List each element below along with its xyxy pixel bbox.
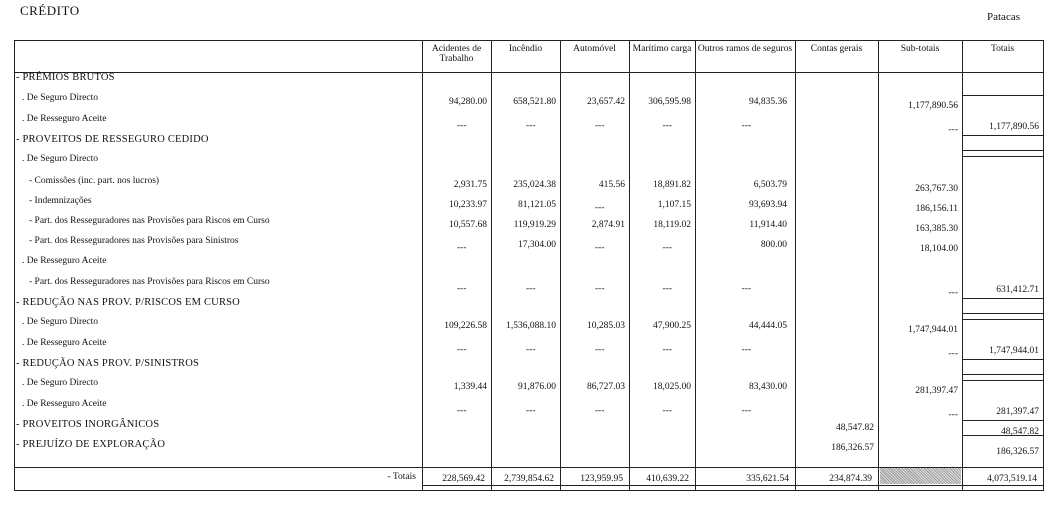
value-cell: 263,767.30 (915, 184, 958, 194)
column-header: Acidentes de Trabalho (431, 44, 482, 64)
value-cell: --- (662, 406, 672, 416)
header-rule (14, 72, 1043, 73)
column-header: Sub-totais (900, 44, 940, 54)
section-label: - PROVEITOS DE RESSEGURO CEDIDO (16, 134, 209, 145)
column-divider (962, 40, 963, 490)
subtotal-box-bottom (962, 150, 1043, 151)
value-cell: 235,024.38 (513, 180, 556, 190)
value-cell: 6,503.79 (753, 180, 787, 190)
total-value: 123,959.95 (580, 474, 623, 484)
column-header: Marítimo carga (632, 44, 692, 54)
column-header: Contas gerais (810, 44, 863, 54)
total-value: 410,639.22 (646, 474, 689, 484)
value-cell: --- (662, 243, 672, 253)
value-cell: 631,412.71 (996, 285, 1039, 295)
value-cell: 48,547.82 (836, 423, 874, 433)
row-label: . De Resseguro Aceite (22, 114, 107, 124)
row-label: . De Seguro Directo (22, 378, 98, 388)
value-cell: 1,177,890.56 (989, 122, 1039, 132)
value-cell: 800.00 (760, 240, 787, 250)
section-label: - REDUÇÃO NAS PROV. P/SINISTROS (16, 358, 200, 369)
value-cell: 186,326.57 (996, 447, 1039, 457)
value-cell: 23,657.42 (587, 97, 625, 107)
row-label: - Part. dos Resseguradores nas Provisões para Riscos em Curso (29, 277, 270, 287)
value-cell: --- (595, 121, 605, 131)
value-cell: 1,747,944.01 (989, 346, 1039, 356)
total-value: 234,874.39 (829, 474, 872, 484)
totals-label: - Totais (387, 472, 416, 482)
value-cell: --- (662, 345, 672, 355)
section-label: - PRÉMIOS BRUTOS (16, 72, 115, 83)
value-cell: 86,727.03 (587, 382, 625, 392)
value-cell: --- (741, 284, 751, 294)
value-cell: 1,339.44 (453, 382, 487, 392)
value-cell: 1,536,088.10 (506, 321, 556, 331)
subtotal-box-bottom (962, 313, 1043, 314)
value-cell: 94,835.36 (749, 97, 787, 107)
total-value: 2,739,854.62 (504, 474, 554, 484)
value-cell: 83,430.00 (749, 382, 787, 392)
value-cell: --- (948, 288, 958, 298)
value-cell: --- (741, 121, 751, 131)
column-header: Incêndio (508, 44, 543, 54)
value-cell: 658,521.80 (513, 97, 556, 107)
value-cell: 18,104.00 (920, 244, 958, 254)
subtotal-box-bottom (962, 374, 1043, 375)
value-cell: 1,107.15 (657, 200, 691, 210)
value-cell: 91,876.00 (518, 382, 556, 392)
value-cell: 186,326.57 (831, 443, 874, 453)
row-label: . De Seguro Directo (22, 154, 98, 164)
value-cell: 81,121.05 (518, 200, 556, 210)
row-label: - Indemnizações (29, 196, 92, 206)
value-cell: --- (741, 406, 751, 416)
subtotal-box-top (962, 380, 1043, 381)
value-cell: 415.56 (598, 180, 625, 190)
value-cell: 94,280.00 (449, 97, 487, 107)
currency-label: Patacas (987, 11, 1020, 23)
total-rule (962, 135, 1043, 136)
value-cell: --- (948, 125, 958, 135)
value-cell: --- (595, 284, 605, 294)
value-cell: --- (662, 121, 672, 131)
value-cell: 119,919.29 (513, 220, 556, 230)
shaded-cell (880, 468, 961, 484)
value-cell: 10,285.03 (587, 321, 625, 331)
value-cell: 47,900.25 (653, 321, 691, 331)
value-cell: --- (526, 345, 536, 355)
value-cell: --- (662, 284, 672, 294)
total-rule (962, 359, 1043, 360)
value-cell: 10,233.97 (449, 200, 487, 210)
total-rule (962, 420, 1043, 421)
value-cell: --- (595, 406, 605, 416)
column-header: Totais (990, 44, 1015, 54)
total-rule (962, 298, 1043, 299)
value-cell: --- (595, 203, 605, 213)
row-label: - Part. dos Resseguradores nas Provisões para Sinistros (29, 236, 239, 246)
value-cell: 186,156.11 (915, 204, 958, 214)
value-cell: --- (526, 121, 536, 131)
value-cell: 2,874.91 (591, 220, 625, 230)
value-cell: --- (948, 349, 958, 359)
value-cell: --- (457, 243, 467, 253)
value-cell: 163,385.30 (915, 224, 958, 234)
value-cell: 18,025.00 (653, 382, 691, 392)
value-cell: 2,931.75 (453, 180, 487, 190)
value-cell: --- (457, 284, 467, 294)
totals-double-rule (422, 485, 1043, 486)
section-label: - PROVEITOS INORGÂNICOS (16, 419, 160, 430)
value-cell: 10,557.68 (449, 220, 487, 230)
value-cell: 109,226.58 (444, 321, 487, 331)
row-label: - Part. dos Resseguradores nas Provisões para Riscos em Curso (29, 216, 270, 226)
total-value: 228,569.42 (442, 474, 485, 484)
row-label: . De Resseguro Aceite (22, 256, 107, 266)
value-cell: --- (457, 121, 467, 131)
value-cell: 48,547.82 (1001, 427, 1039, 437)
value-cell: 18,119.02 (653, 220, 691, 230)
value-cell: 11,914.40 (749, 220, 787, 230)
subtotal-box-top (962, 95, 1043, 96)
value-cell: --- (595, 243, 605, 253)
column-header: Outros ramos de seguros (697, 44, 793, 54)
value-cell: 1,747,944.01 (908, 325, 958, 335)
value-cell: 17,304.00 (518, 240, 556, 250)
subtotal-box-top (962, 156, 1043, 157)
row-label: . De Resseguro Aceite (22, 399, 107, 409)
value-cell: --- (457, 345, 467, 355)
row-label: - Comissões (inc. part. nos lucros) (29, 176, 160, 186)
value-cell: 1,177,890.56 (908, 101, 958, 111)
value-cell: --- (457, 406, 467, 416)
value-cell: --- (526, 406, 536, 416)
total-value: 335,621.54 (746, 474, 789, 484)
value-cell: 281,397.47 (915, 386, 958, 396)
value-cell: 281,397.47 (996, 407, 1039, 417)
value-cell: --- (741, 345, 751, 355)
row-label: . De Seguro Directo (22, 317, 98, 327)
value-cell: --- (595, 345, 605, 355)
row-label: . De Seguro Directo (22, 93, 98, 103)
value-cell: 18,891.82 (653, 180, 691, 190)
column-header: Automóvel (573, 44, 616, 54)
value-cell: 306,595.98 (648, 97, 691, 107)
value-cell: --- (526, 284, 536, 294)
row-label: . De Resseguro Aceite (22, 338, 107, 348)
subtotal-box-top (962, 319, 1043, 320)
section-label: - REDUÇÃO NAS PROV. P/RISCOS EM CURSO (16, 297, 240, 308)
value-cell: 44,444.05 (749, 321, 787, 331)
total-value: 4,073,519.14 (987, 474, 1037, 484)
section-label: - PREJUÍZO DE EXPLORAÇÃO (16, 439, 166, 450)
document-title: CRÉDITO (20, 3, 80, 18)
value-cell: 93,693.94 (749, 200, 787, 210)
value-cell: --- (948, 410, 958, 420)
